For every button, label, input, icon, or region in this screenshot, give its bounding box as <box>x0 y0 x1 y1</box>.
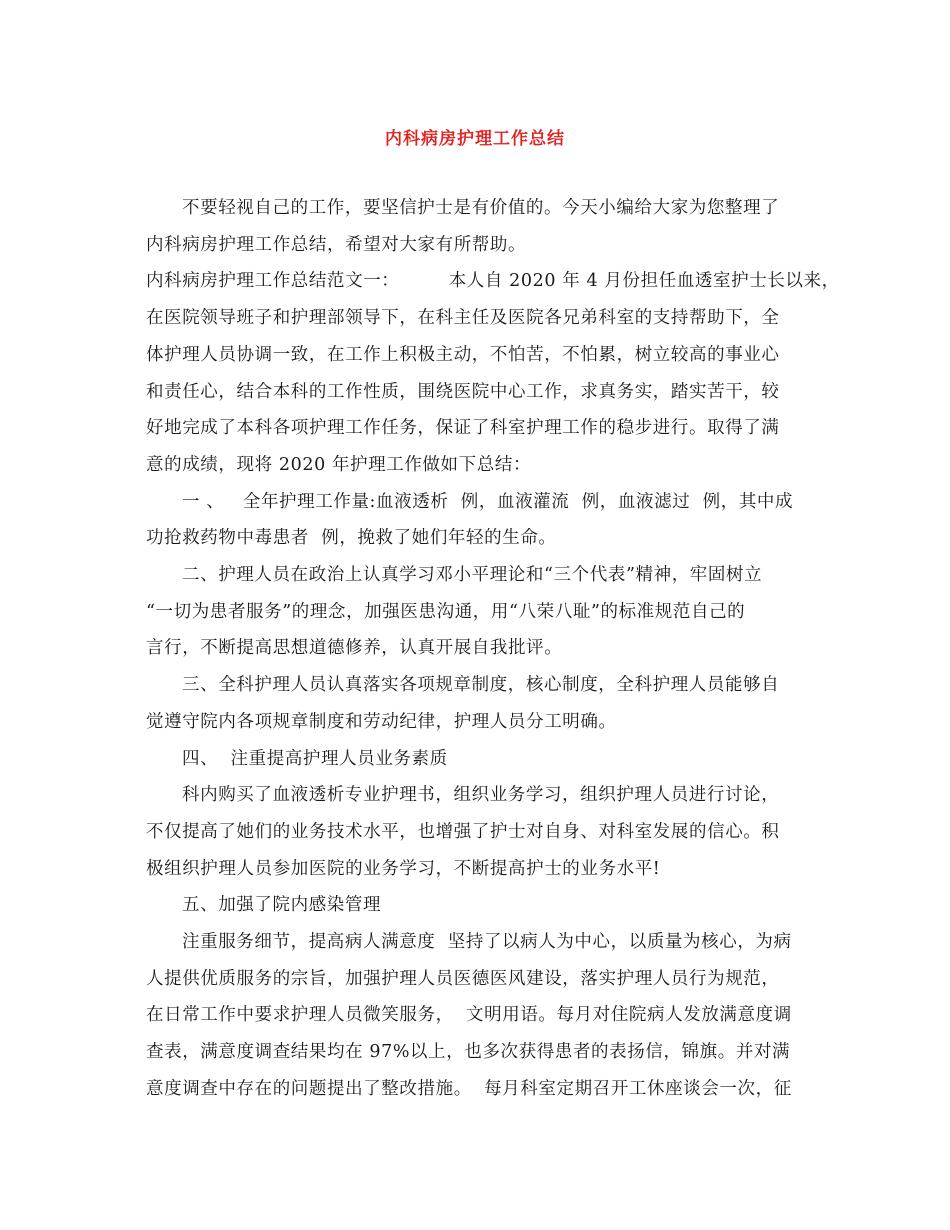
body-text-line: 查表，满意度调查结果均在 97%以上，也多次获得患者的表扬信，锦旗。并对满 <box>146 1042 791 1063</box>
body-text-line: 不要轻视自己的工作，要坚信护士是有价值的。今天小编给大家为您整理了 <box>182 198 780 218</box>
body-text-line: 一 、 全年护理工作量:血液透析 例，血液灌流 例，血液滤过 例，其中成 <box>182 491 794 512</box>
body-text-line: 不仅提高了她们的业务技术水平，也增强了护士对自身、对科室发展的信心。积 <box>146 821 780 842</box>
body-text-line: 五、加强了院内感染管理 <box>182 895 382 916</box>
body-text-line: 人提供优质服务的宗旨，加强护理人员医德医风建设，落实护理人员行为规范， <box>146 968 780 989</box>
body-text-line: 好地完成了本科各项护理工作任务，保证了科室护理工作的稳步进行。取得了满 <box>146 418 780 439</box>
body-text-line: 功抢救药物中毒患者 例，挽救了她们年轻的生命。 <box>146 528 557 549</box>
body-text-line: 二、护理人员在政治上认真学习邓小平理论和“三个代表”精神，牢固树立 <box>182 565 763 585</box>
body-text-line: “一切为患者服务”的理念，加强医患沟通，用“八荣八耻”的标准规范自己的 <box>146 601 746 622</box>
document-title: 内科病房护理工作总结 <box>385 129 565 149</box>
body-text-line: 注重服务细节，提高病人满意度 坚持了以病人为中心，以质量为核心，为病 <box>182 932 792 952</box>
body-text-line: 体护理人员协调一致，在工作上积极主动，不怕苦，不怕累，树立较高的事业心 <box>146 344 780 365</box>
body-text-line: 内科病房护理工作总结，希望对大家有所帮助。 <box>146 234 527 255</box>
body-text-line: 极组织护理人员参加医院的业务学习，不断提高护士的业务水平! <box>146 858 661 879</box>
body-text-line: 意度调查中存在的问题提出了整改措施。 每月科室定期召开工休座谈会一次，征 <box>146 1078 792 1099</box>
body-text-line: 言行，不断提高思想道德修养，认真开展自我批评。 <box>146 638 563 659</box>
body-text-line: 意的成绩，现将 2020 年护理工作做如下总结： <box>146 454 532 475</box>
body-text-line: 在医院领导班子和护理部领导下，在科主任及医院各兄弟科室的支持帮助下，全 <box>146 308 780 329</box>
body-text-line: 三、全科护理人员认真落实各项规章制度，核心制度，全科护理人员能够自 <box>182 675 780 696</box>
body-text-line: 觉遵守院内各项规章制度和劳动纪律，护理人员分工明确。 <box>146 711 617 732</box>
body-text-line: 在日常工作中要求护理人员微笑服务， 文明用语。每月对住院病人发放满意度调 <box>146 1005 792 1026</box>
body-text-line: 科内购买了血液透析专业护理书，组织业务学习，组织护理人员进行讨论， <box>182 785 780 806</box>
body-text-line: 和责任心，结合本科的工作性质，围绕医院中心工作，求真务实，踏实苦干，较 <box>146 381 780 402</box>
body-text-line: 内科病房护理工作总结范文一： 本人自 2020 年 4 月份担任血透室护士长以来， <box>146 271 840 292</box>
body-text-line: 四、 注重提高护理人员业务素质 <box>182 748 448 769</box>
